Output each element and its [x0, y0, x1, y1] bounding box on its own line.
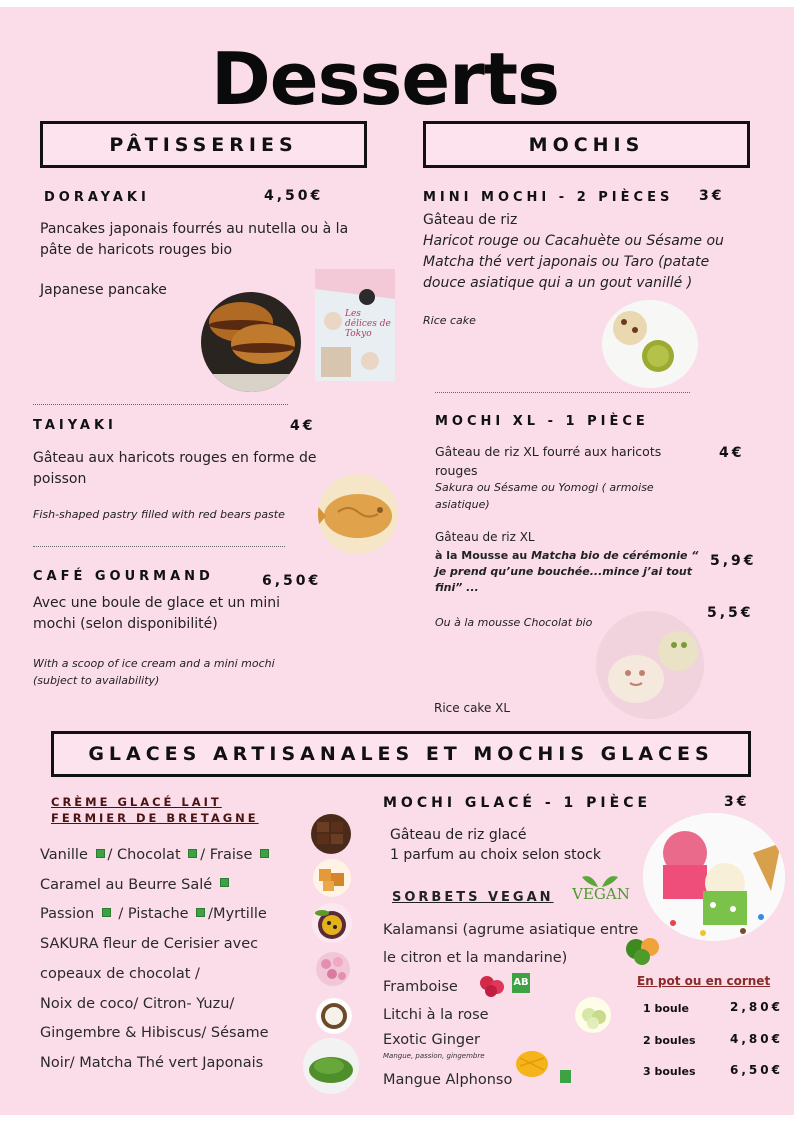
mochi-glace-line2: 1 parfum au choix selon stock: [390, 847, 601, 863]
bio-icon: [220, 878, 229, 887]
flavour-pistache: / Pistache: [113, 906, 194, 923]
section-title: MOCHIS: [528, 133, 645, 156]
mochi-xl-photo: [596, 611, 704, 719]
vegan-logo: [572, 871, 630, 905]
chocolate-thumbnail: [311, 814, 351, 854]
flavour-caramel: Caramel au Beurre Salé: [40, 876, 217, 893]
matcha-text-b: Matcha bio de cérémonie: [531, 549, 688, 562]
cafe-gourmand-name: CAFÉ GOURMAND: [33, 569, 214, 584]
dorayaki-english: Japanese pancake: [40, 282, 167, 298]
raspberry-icon: [477, 969, 507, 999]
mochi-xl-description: Gâteau de riz XL fourré aux haricots rouges: [435, 444, 662, 478]
pot-row-1-label: 1 boule: [643, 1002, 689, 1015]
sorbet-mangue: Mangue Alphonso: [383, 1072, 513, 1088]
mini-mochi-illustration: [602, 300, 698, 388]
mini-mochi-flavours: Haricot rouge ou Cacahuète ou Sésame ou Matcha thé vert japonais ou Taro (patate douce asiatique qui a un gout vanillé ): [423, 233, 724, 291]
mini-mochi-english: Rice cake: [423, 314, 476, 327]
taiyaki-photo: [318, 474, 398, 554]
sakura-illustration: [316, 952, 350, 986]
bio-icon: [102, 908, 111, 917]
creme-line-4: SAKURA fleur de Cerisier avec: [40, 936, 259, 953]
mochi-xl-name: MOCHI XL - 1 PIÈCE: [435, 414, 649, 429]
creme-line-3: [40, 900, 272, 930]
creme-glace-header-line2: FERMIER DE BRETAGNE: [51, 811, 259, 825]
passion-fruit-illustration: [312, 903, 352, 943]
pot-row-2-label: 2 boules: [643, 1034, 696, 1047]
matcha-text-c: “ je prend qu’une bouchée...mince j’ai tout fini” ...: [435, 549, 699, 594]
mochi-xl-flavours: Sakura ou Sésame ou Yomogi ( armoise asiatique): [435, 481, 654, 511]
bio-icon: [196, 908, 205, 917]
sorbet-litchi: Litchi à la rose: [383, 1007, 489, 1023]
mochi-glace-price: 3€: [724, 794, 750, 810]
creme-line-1: [40, 841, 272, 871]
mochi-xl-english: Rice cake XL: [434, 701, 511, 715]
matcha-text-a: à la Mousse au: [435, 549, 532, 562]
ice-cream-illustration: [643, 813, 785, 941]
pot-row-3-price: 6,50€: [730, 1063, 783, 1077]
divider: [435, 392, 690, 393]
flavour-vanille: Vanille: [40, 847, 93, 863]
taiyaki-description: Gâteau aux haricots rouges en forme de poisson: [33, 450, 317, 487]
mango-icon: [514, 1048, 550, 1080]
dorayaki-name: DORAYAKI: [44, 190, 150, 205]
mini-mochi-photo: [602, 300, 698, 388]
raspberry-illustration: [477, 969, 507, 999]
kalamansi-illustration: [622, 927, 662, 967]
creme-glace-header-line1: CRÈME GLACÉ LAIT: [51, 795, 222, 809]
ice-cream-photo: [643, 813, 785, 941]
pot-row-3-label: 3 boules: [643, 1065, 696, 1078]
section-title: PÂTISSERIES: [109, 133, 298, 156]
mochi-xl-matcha-price: 5,9€: [710, 553, 757, 569]
sorbet-exotic-ginger: Exotic Ginger: [383, 1032, 481, 1048]
ab-logo: AB: [512, 973, 530, 993]
passion-thumbnail: [312, 903, 352, 943]
mini-mochi-price: 3€: [699, 188, 725, 204]
mochi-glace-name: MOCHI GLACÉ - 1 PIÈCE: [383, 795, 652, 811]
mochi-xl-illustration: [596, 611, 704, 719]
mochi-glace-description: [390, 825, 601, 865]
bio-icon: [260, 849, 269, 858]
sorbet-framboise: Framboise: [383, 979, 458, 995]
page-title: Desserts: [211, 37, 559, 121]
coconut-thumbnail: [316, 998, 352, 1034]
creme-line-5: copeaux de chocolat /: [40, 965, 200, 982]
mochi-xl-matcha-title: Gâteau de riz XL: [435, 530, 535, 544]
movie-poster-title: Les délices de Tokyo: [345, 309, 391, 339]
cafe-gourmand-english: With a scoop of ice cream and a mini mochi (subject to availability): [33, 657, 275, 687]
chocolate-illustration: [311, 814, 351, 854]
pot-cornet-header: En pot ou en cornet: [637, 974, 771, 988]
pot-row-2-price: 4,80€: [730, 1032, 783, 1046]
caramel-thumbnail: [313, 859, 351, 897]
cafe-gourmand-price: 6,50€: [262, 573, 322, 589]
taiyaki-illustration: [318, 474, 398, 554]
divider: [33, 546, 285, 547]
movie-poster: [315, 269, 395, 381]
taiyaki-name: TAIYAKI: [33, 418, 117, 433]
mochi-xl-price: 4€: [719, 445, 745, 461]
divider: [33, 404, 288, 405]
litchi-illustration: [575, 997, 611, 1033]
section-header-mochis: [423, 121, 750, 168]
litchi-thumbnail: [575, 997, 611, 1033]
creme-line-8: Noir/ Matcha Thé vert Japonais: [40, 1054, 264, 1071]
flavour-chocolat: / Chocolat: [107, 847, 186, 863]
bio-icon: [188, 849, 197, 858]
coconut-illustration: [316, 998, 352, 1034]
flavour-myrtille: /Myrtille: [208, 906, 267, 923]
creme-line-6: Noix de coco/ Citron- Yuzu/: [40, 995, 235, 1012]
menu-page: [0, 7, 794, 1115]
dorayaki-description: Pancakes japonais fourrés au nutella ou à la pâte de haricots rouges bio: [40, 221, 349, 258]
section-header-glaces: [51, 731, 751, 777]
sorbet-kalamansi-line1: Kalamansi (agrume asiatique entre: [383, 922, 639, 938]
kalamansi-thumbnail: [622, 927, 662, 967]
flavour-fraise: / Fraise: [200, 847, 257, 863]
sorbet-exotic-ginger-sub: Mangue, passion, gingembre: [383, 1052, 485, 1060]
cafe-gourmand-description: Avec une boule de glace et un mini mochi (selon disponibilité): [33, 595, 280, 632]
mango-illustration: [514, 1048, 550, 1080]
mochi-xl-matcha-description: [435, 548, 700, 596]
dorayaki-photo: [201, 292, 301, 392]
section-title: GLACES ARTISANALES ET MOCHIS GLACES: [88, 743, 714, 765]
mini-mochi-name: MINI MOCHI - 2 PIÈCES: [423, 190, 674, 205]
creme-glace-header: [51, 794, 259, 826]
vegan-label: VEGAN: [572, 885, 630, 903]
taiyaki-english: Fish-shaped pastry filled with red bears paste: [33, 508, 285, 521]
creme-line-2: [40, 871, 272, 901]
sakura-thumbnail: [316, 952, 350, 986]
matcha-thumbnail: [303, 1038, 359, 1094]
pot-row-1-price: 2,80€: [730, 1000, 783, 1014]
dorayaki-price: 4,50€: [264, 188, 324, 204]
mochi-xl-chocolat-price: 5,5€: [707, 605, 754, 621]
sorbets-header: SORBETS VEGAN: [392, 890, 554, 905]
flavour-passion: Passion: [40, 906, 99, 923]
mochi-glace-line1: Gâteau de riz glacé: [390, 827, 527, 843]
caramel-illustration: [313, 859, 351, 897]
section-header-patisseries: [40, 121, 367, 168]
matcha-powder-illustration: [303, 1038, 359, 1094]
mini-mochi-description: Gâteau de riz: [423, 212, 518, 228]
dorayaki-illustration: [201, 292, 301, 392]
creme-glace-list: [40, 841, 272, 1079]
sorbet-kalamansi-line2: le citron et la mandarine): [383, 950, 568, 966]
mochi-xl-chocolat: Ou à la mousse Chocolat bio: [435, 616, 593, 629]
creme-line-7: Gingembre & Hibiscus/ Sésame: [40, 1025, 269, 1042]
bio-icon: [560, 1070, 571, 1083]
bio-icon: [96, 849, 105, 858]
taiyaki-price: 4€: [290, 418, 316, 434]
